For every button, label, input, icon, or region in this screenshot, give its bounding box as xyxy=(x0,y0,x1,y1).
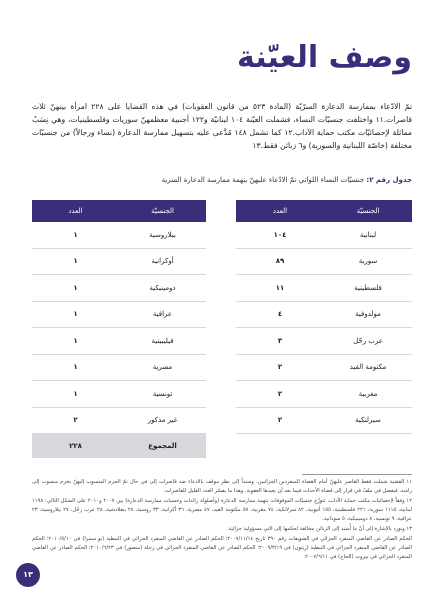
table-row xyxy=(236,248,412,275)
nationality-cell: تونسية xyxy=(119,381,206,408)
nationality-cell: عراقية xyxy=(119,301,206,328)
count-cell: ١ xyxy=(32,381,119,408)
footnotes xyxy=(32,478,412,563)
table-row xyxy=(32,248,206,275)
nationality-table-right xyxy=(236,200,412,434)
nationality-cell: فلسطينية xyxy=(324,275,412,302)
count-cell: ١ xyxy=(32,275,119,302)
column-header-nationality: الجنسيّة xyxy=(324,200,412,222)
table-row xyxy=(236,407,412,434)
nationality-cell: مولدوفية xyxy=(324,301,412,328)
count-cell: ٢ xyxy=(236,354,324,381)
column-header-nationality: الجنسيّة xyxy=(119,200,206,222)
count-cell: ١ xyxy=(32,222,119,248)
column-header-count: العدد xyxy=(32,200,119,222)
footnote-divider xyxy=(302,474,412,475)
table-row xyxy=(32,328,206,355)
footnote: ١٣ ونورد بالإشارة إلى أنّ ما أُسند إلى الزبائن مخالفة لحكمها إلى التي مسؤولية جزائية. xyxy=(226,526,412,532)
table-row xyxy=(32,354,206,381)
nationality-cell: عرب رحّل xyxy=(324,328,412,355)
nationality-cell: دومينيكية xyxy=(119,275,206,302)
page-title: وصف العيّنة xyxy=(237,40,412,75)
table-row xyxy=(32,301,206,328)
nationality-cell: غير مذكور xyxy=(119,407,206,434)
table-caption xyxy=(32,176,412,184)
table-caption-label: جدول رقم ٢: xyxy=(366,176,412,184)
count-cell: ١ xyxy=(32,301,119,328)
count-cell: ١١ xyxy=(236,275,324,302)
count-cell: ٢ xyxy=(236,407,324,434)
footnote: ١١ القضية شملت فقط القاصر عليهنّ أمام القضاة المنفردين الجزائيين. وسنداً إلى نظر موقف بالادعاء ضد قاصرات إلى في حال تمّ الجرم المنسوب إليهنّ بجرم منسوب إلى راشد، فيفصل في ملفّ في قرار إلى قضاة الأحداث فيما بعد أن يعيدها العقوبة. وهذا ما يفسّر العدد القليل للقاصرات. xyxy=(32,479,412,494)
page-number: ١٣ xyxy=(16,563,40,587)
nationality-cell: بيلاروسية xyxy=(119,222,206,248)
total-row xyxy=(32,434,206,459)
count-cell: ١ xyxy=(32,328,119,355)
total-value: ٢٢٨ xyxy=(32,434,119,459)
nationality-cell: سورية xyxy=(324,248,412,275)
table-row xyxy=(32,407,206,434)
total-label: المجموع xyxy=(119,434,206,459)
table-row xyxy=(236,328,412,355)
count-cell: ٨٩ xyxy=(236,248,324,275)
nationality-cell: أوكرانية xyxy=(119,248,206,275)
nationality-cell: مغربية xyxy=(324,381,412,408)
footnote: الحكم الصادر عن القاضي المنفرد الجزائي في الشويفات رقم ٣٩٠ تاريخ ٢٠٠٧/١١/١٤؛ الحكم الصادر عن القاضي المنفرد الجزائي في النبطية (بو سمرا) في ٢٠١٠/٥/١٠؛ الحكم الصادر عن القاضي المنفرد الجزائي في النبطية (زيتون) في ٢٠٠٩/٣/١٩؛ الحكم الصادر عن القاضي المنفرد الجزائي في زحلة (منصور) في ٢٠١٠/٦/٢٣؛ الحكم الصادر عن القاضي المنفرد الجزائي في بيروت (الحاج) في ٢٠٠٧/٦/١١. xyxy=(32,536,412,560)
nationality-cell: لبنانية xyxy=(324,222,412,248)
count-cell: ١ xyxy=(32,248,119,275)
table-row xyxy=(32,275,206,302)
count-cell: ١ xyxy=(32,354,119,381)
count-cell: ١٠٤ xyxy=(236,222,324,248)
table-row xyxy=(32,381,206,408)
count-cell: ٢ xyxy=(236,381,324,408)
footnote: ١٢ وفقاً لإحصائيات مكتب حماية الآداب، تتوزّع جنسيّات الموقوفات بتهمة ممارسة الدعارة (وأصلولة رائدات وحسبات ممارسة الدعارة) بين ٢٠٠٧ و٢٠١٠ على الشكل التالي: ١١٩٨ لبنانية، ١١١٥ سورية، ٢٢١ فلسطينية، ١٥٥ أثيوبية، ٨٢ سرلانكية، ٧٤ مغربية، ٥٧ مكتومة القيد، ٤٧ مصرية، ٣٦ أكرانية، ٣٣ روسية، ٢٨ بنغلادشية، ٢٨ عرب رحّل، ٢٧ بيلاروسية، ٢٣ عراقية، ٩ تونسية، ٨ دومينيكية، ٥ سودانية. xyxy=(32,498,412,522)
nationality-table-left xyxy=(32,200,206,458)
nationality-cell: سيرلنكية xyxy=(324,407,412,434)
nationality-cell: مصرية xyxy=(119,354,206,381)
table-row xyxy=(236,275,412,302)
column-header-count: العدد xyxy=(236,200,324,222)
table-row xyxy=(236,301,412,328)
nationality-cell: فيليبينية xyxy=(119,328,206,355)
intro-paragraph: تمّ الادّعاء بممارسة الدعارة السرّيّة (المادة ٥٢٣ من قانون العقوبات) في هذه القضايا على ٢٢٨ امرأة بينهنّ ثلاث قاصرات.١١ واختلفت جنسيّات النساء، فشملت العيّنة ١٠٤ لبنانيّة و١٢٢ أجنبية معظمهنّ سوريات وفلسطينيات، وهي نِسَبٌ مماثلة لإحصائيّات مكتب حماية الآداب.١٢ كما تشمل ١٤٨ مُدَّعى عليه بتسهيل ممارسة الدعارة (نساء ورجالاً) من جنسيّات مختلفة (خاصّة اللبنانية والسورية) و٦ زبائن فقط.١٣ xyxy=(32,102,413,150)
table-row xyxy=(236,354,412,381)
table-caption-text: جنسيّات النساء اللواتي تمّ الادّعاء عليهنّ بتهمة ممارسة الدعارة السرية xyxy=(161,176,365,184)
count-cell: ٤ xyxy=(236,301,324,328)
count-cell: ٣ xyxy=(236,328,324,355)
table-row xyxy=(236,222,412,248)
table-row xyxy=(236,381,412,408)
table-row xyxy=(32,222,206,248)
count-cell: ٢ xyxy=(32,407,119,434)
nationality-cell: مكتومة القيد xyxy=(324,354,412,381)
